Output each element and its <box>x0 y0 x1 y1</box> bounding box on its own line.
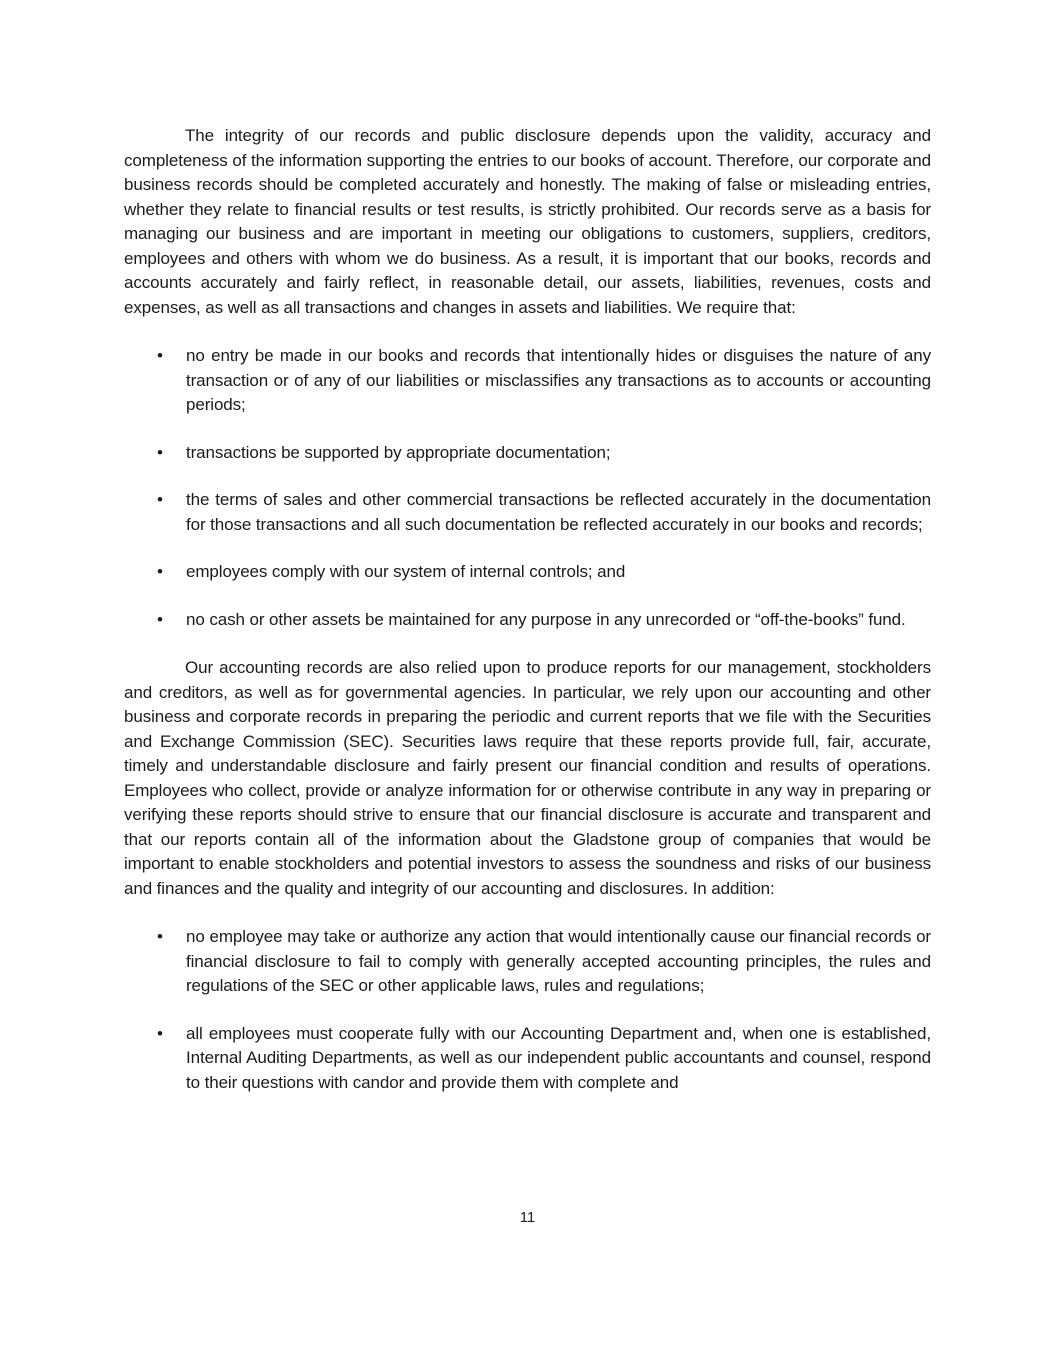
bullet-icon: • <box>157 442 163 462</box>
list-item <box>157 1022 931 1096</box>
list-item-text: all employees must cooperate fully with our Accounting Department and, when one is established, Internal Auditing Departments, as well as our independent public accountants and counsel, respond to their questions with candor and provide them with complete and <box>186 1023 931 1092</box>
paragraph-accounting-reports: Our accounting records are also relied upon to produce reports for our management, stockholders and creditors, as well as for governmental agencies. In particular, we rely upon our accounting and other business and corporate records in preparing the periodic and current reports that we file with the Securities and Exchange Commission (SEC). Securities laws require that these reports provide full, fair, accurate, timely and understandable disclosure and fairly present our financial condition and results of operations. Employees who collect, provide or analyze information for or otherwise contribute in any way in preparing or verifying these reports should strive to ensure that our financial disclosure is accurate and transparent and that our reports contain all of the information about the Gladstone group of companies that would be important to enable stockholders and potential investors to assess the soundness and risks of our business and finances and the quality and integrity of our accounting and disclosures. In addition: <box>124 658 931 898</box>
list-item <box>157 925 931 999</box>
page-number: 11 <box>519 1209 536 1226</box>
bullet-icon: • <box>157 1023 163 1043</box>
list-item-text: transactions be supported by appropriate documentation; <box>186 442 611 462</box>
bullet-icon: • <box>157 562 163 581</box>
bullet-icon: • <box>157 609 163 629</box>
list-item <box>157 560 931 585</box>
page-content <box>124 124 931 1119</box>
list-item <box>157 344 931 418</box>
list-item-text: employees comply with our system of internal controls; and <box>186 562 626 581</box>
bullet-list-records-requirements <box>124 344 931 632</box>
list-item <box>157 488 931 537</box>
list-item-text: no entry be made in our books and records that intentionally hides or disguises the nature of any transaction or of any of our liabilities or misclassifies any transactions as to accounts or accounting periods; <box>186 346 931 414</box>
bullet-icon: • <box>157 346 163 365</box>
paragraph-records-integrity: The integrity of our records and public disclosure depends upon the validity, accuracy and completeness of the information supporting the entries to our books of account. Therefore, our corporate and business records should be completed accurately and honestly. The making of false or misleading entries, whether they relate to financial results or test results, is strictly prohibited. Our records serve as a basis for managing our business and are important in meeting our obligations to customers, suppliers, creditors, employees and others with whom we do business. As a result, it is important that our books, records and accounts accurately and fairly reflect, in reasonable detail, our assets, liabilities, revenues, costs and expenses, as well as all transactions and changes in assets and liabilities. We require that: <box>124 126 931 317</box>
list-item <box>157 441 931 466</box>
list-item-text: no employee may take or authorize any action that would intentionally cause our financial records or financial disclosure to fail to comply with generally accepted accounting principles, the rules and regulations of the SEC or other applicable laws, rules and regulations; <box>186 927 931 995</box>
list-item-text: the terms of sales and other commercial transactions be reflected accurately in the documentation for those transactions and all such documentation be reflected accurately in our books and records; <box>186 490 931 534</box>
list-item-text: no cash or other assets be maintained for any purpose in any unrecorded or “off-the-books” fund. <box>186 609 906 629</box>
list-item <box>157 608 931 633</box>
bullet-list-reporting-requirements <box>124 925 931 1095</box>
bullet-icon: • <box>157 927 163 946</box>
bullet-icon: • <box>157 490 163 509</box>
